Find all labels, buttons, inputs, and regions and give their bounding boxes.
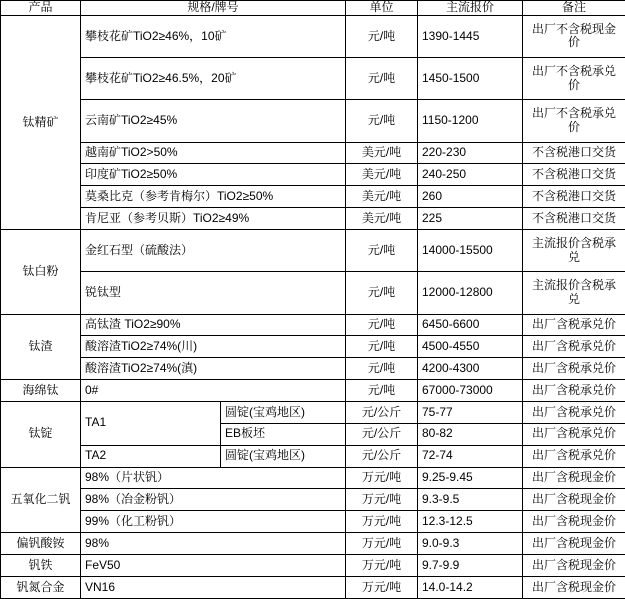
note-cell: 出厂含税承兑价: [523, 314, 625, 336]
unit-cell: 元/公斤: [346, 445, 418, 467]
price-cell: 4200-4300: [418, 358, 523, 380]
category-cell: 钒铁: [1, 555, 81, 577]
note-cell: 出厂不含税承兑价: [523, 58, 625, 100]
price-cell: 9.0-9.3: [418, 533, 523, 555]
spec-cell: 酸溶渣TiO2≥74%(川): [81, 336, 346, 358]
spec-cell: TA1: [81, 402, 221, 446]
note-cell: 出厂含税现金价: [523, 511, 625, 533]
unit-cell: 万元/吨: [346, 555, 418, 577]
spec-cell: 越南矿TiO2>50%: [81, 142, 346, 164]
spec-cell: VN16: [81, 576, 346, 598]
note-cell: 出厂含税现金价: [523, 555, 625, 577]
table-row: [1, 533, 625, 555]
note-cell: 出厂含税现金价: [523, 533, 625, 555]
price-cell: 240-250: [418, 164, 523, 186]
unit-cell: 万元/吨: [346, 576, 418, 598]
table-row: [1, 164, 625, 186]
category-cell: 钛白粉: [1, 230, 81, 315]
unit-cell: 万元/吨: [346, 467, 418, 489]
table-row: [1, 186, 625, 208]
header-unit: 单位: [346, 1, 418, 16]
unit-cell: 元/吨: [346, 100, 418, 142]
price-cell: 225: [418, 208, 523, 230]
spec-cell: 98%: [81, 533, 346, 555]
spec-cell: 高钛渣 TiO2≥90%: [81, 314, 346, 336]
table-row: [1, 467, 625, 489]
table-row: [1, 555, 625, 577]
note-cell: 出厂含税承兑价: [523, 380, 625, 402]
unit-cell: 美元/吨: [346, 142, 418, 164]
table-row: [1, 445, 625, 467]
table-row: [1, 230, 625, 272]
header-spec: 规格/牌号: [81, 1, 346, 16]
unit-cell: 美元/吨: [346, 164, 418, 186]
spec-cell: TA2: [81, 445, 221, 467]
category-cell: 五氧化二钒: [1, 467, 81, 533]
note-cell: 不含税港口交货: [523, 186, 625, 208]
category-cell: 钛锭: [1, 402, 81, 468]
price-cell: 1390-1445: [418, 15, 523, 57]
note-cell: 出厂含税承兑价: [523, 445, 625, 467]
unit-cell: 元/吨: [346, 380, 418, 402]
spec-cell: 攀枝花矿TiO2≥46.5%，20矿: [81, 58, 346, 100]
spec-cell: 98%（片状钒）: [81, 467, 346, 489]
table-row: [1, 402, 625, 424]
note-cell: 出厂含税承兑价: [523, 336, 625, 358]
spec-cell: 肯尼亚（参考贝斯）TiO2≥49%: [81, 208, 346, 230]
note-cell: 出厂不含税现金价: [523, 15, 625, 57]
spec-cell: 金红石型（硫酸法）: [81, 230, 346, 272]
note-cell: 不含税港口交货: [523, 142, 625, 164]
spec-cell: 云南矿TiO2≥45%: [81, 100, 346, 142]
table-row: [1, 511, 625, 533]
price-cell: 14000-15500: [418, 230, 523, 272]
table-row: [1, 272, 625, 314]
spec-cell: 莫桑比克（参考肯梅尔）TiO2≥50%: [81, 186, 346, 208]
price-cell: 12.3-12.5: [418, 511, 523, 533]
price-cell: 4500-4550: [418, 336, 523, 358]
price-cell: 72-74: [418, 445, 523, 467]
price-cell: 12000-12800: [418, 272, 523, 314]
table-row: [1, 208, 625, 230]
price-cell: 260: [418, 186, 523, 208]
spec-sub-cell: 圆锭(宝鸡地区): [221, 402, 346, 424]
table-row: [1, 336, 625, 358]
table-row: [1, 314, 625, 336]
price-cell: 220-230: [418, 142, 523, 164]
spec-cell: FeV50: [81, 555, 346, 577]
unit-cell: 元/公斤: [346, 423, 418, 445]
note-cell: 出厂含税现金价: [523, 467, 625, 489]
note-cell: 出厂含税现金价: [523, 489, 625, 511]
spec-cell: 攀枝花矿TiO2≥46%，10矿: [81, 15, 346, 57]
category-cell: 钒氮合金: [1, 576, 81, 598]
header-product: 产品: [1, 1, 81, 16]
table-row: [1, 489, 625, 511]
price-cell: 75-77: [418, 402, 523, 424]
note-cell: 出厂含税承兑价: [523, 402, 625, 424]
table-body: [1, 15, 625, 598]
note-cell: 不含税港口交货: [523, 164, 625, 186]
spec-cell: 99%（化工粉钒）: [81, 511, 346, 533]
table-row: [1, 380, 625, 402]
table-row: [1, 15, 625, 57]
price-cell: 80-82: [418, 423, 523, 445]
unit-cell: 元/吨: [346, 358, 418, 380]
unit-cell: 元/公斤: [346, 402, 418, 424]
header-price: 主流报价: [418, 1, 523, 16]
spec-sub-cell: EB板坯: [221, 423, 346, 445]
unit-cell: 美元/吨: [346, 186, 418, 208]
unit-cell: 万元/吨: [346, 489, 418, 511]
unit-cell: 万元/吨: [346, 511, 418, 533]
price-cell: 67000-73000: [418, 380, 523, 402]
category-cell: 偏钒酸铵: [1, 533, 81, 555]
header-note: 备注: [523, 1, 625, 16]
unit-cell: 元/吨: [346, 272, 418, 314]
unit-cell: 元/吨: [346, 314, 418, 336]
unit-cell: 美元/吨: [346, 208, 418, 230]
table-row: [1, 576, 625, 598]
price-cell: 14.0-14.2: [418, 576, 523, 598]
category-cell: 钛渣: [1, 314, 81, 380]
table-header-row: [1, 1, 625, 16]
unit-cell: 元/吨: [346, 58, 418, 100]
price-cell: 9.3-9.5: [418, 489, 523, 511]
unit-cell: 元/吨: [346, 230, 418, 272]
unit-cell: 万元/吨: [346, 533, 418, 555]
table-row: [1, 358, 625, 380]
price-cell: 6450-6600: [418, 314, 523, 336]
unit-cell: 元/吨: [346, 336, 418, 358]
category-cell: 海绵钛: [1, 380, 81, 402]
table-row: [1, 100, 625, 142]
note-cell: 出厂含税现金价: [523, 576, 625, 598]
spec-sub-cell: 圆锭(宝鸡地区): [221, 445, 346, 467]
note-cell: 不含税港口交货: [523, 208, 625, 230]
spec-cell: 98%（冶金粉钒）: [81, 489, 346, 511]
spec-cell: 酸溶渣TiO2≥74%(滇): [81, 358, 346, 380]
spec-cell: 0#: [81, 380, 346, 402]
note-cell: 主流报价含税承兑: [523, 230, 625, 272]
price-cell: 9.25-9.45: [418, 467, 523, 489]
table-row: [1, 58, 625, 100]
price-cell: 9.7-9.9: [418, 555, 523, 577]
note-cell: 出厂含税承兑价: [523, 423, 625, 445]
price-cell: 1150-1200: [418, 100, 523, 142]
note-cell: 出厂不含税承兑价: [523, 100, 625, 142]
note-cell: 主流报价含税承兑: [523, 272, 625, 314]
category-cell: 钛精矿: [1, 15, 81, 229]
note-cell: 出厂含税承兑价: [523, 358, 625, 380]
unit-cell: 元/吨: [346, 15, 418, 57]
price-cell: 1450-1500: [418, 58, 523, 100]
spec-cell: 印度矿TiO2≥50%: [81, 164, 346, 186]
table-row: [1, 142, 625, 164]
spec-cell: 锐钛型: [81, 272, 346, 314]
